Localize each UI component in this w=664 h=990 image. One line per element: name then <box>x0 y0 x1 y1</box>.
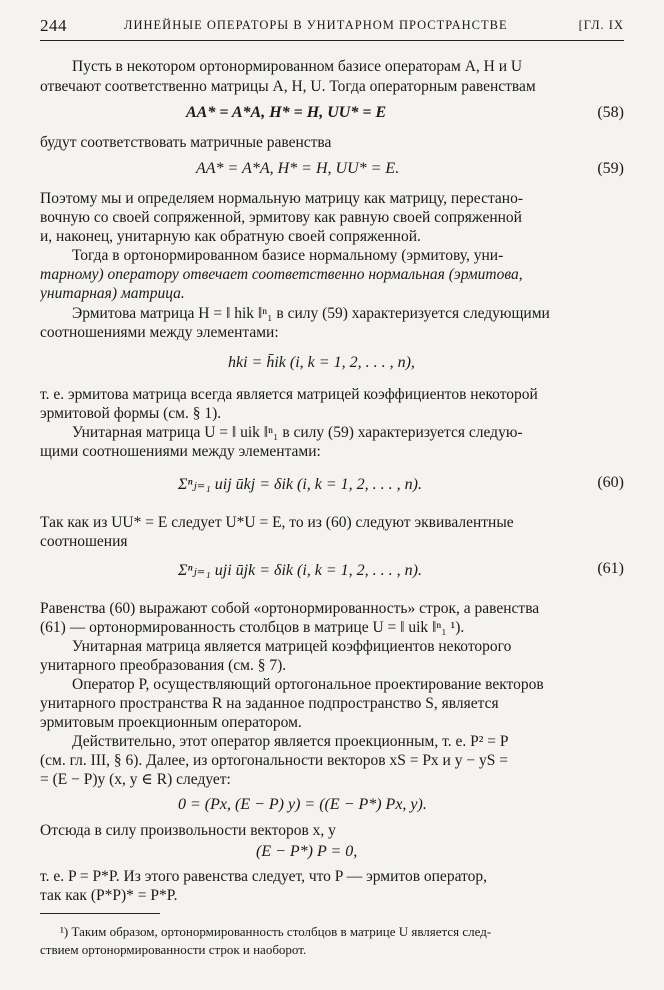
text-line: эрмитовым проекционным оператором. <box>40 714 302 731</box>
equation-number: (60) <box>597 474 624 491</box>
text-line: будут соответствовать матричные равенства <box>40 134 332 151</box>
equation-projection: (E − P*) P = 0, <box>256 843 358 860</box>
text-line: Поэтому мы и определяем нормальную матрицу как матрицу, перестано- <box>40 190 523 207</box>
text-line: (61) — ортонормированность столбцов в матрице U = ‖ uik ‖ⁿ₁ ¹). <box>40 619 465 636</box>
text-line: вочную со своей сопряженной, эрмитову как равную своей сопряженной <box>40 209 522 226</box>
text-line: унитарного преобразования (см. § 7). <box>40 657 287 674</box>
equation-number: (61) <box>597 560 624 577</box>
text-line: Так как из UU* = E следует U*U = E, то из (60) следуют эквивалентные <box>40 514 514 531</box>
equation-hermitian: hki = h̄ik (i, k = 1, 2, . . . , n), <box>228 354 415 371</box>
text-line: = (E − P)y (x, y ∈ R) следует: <box>40 771 231 788</box>
text-line: т. е. P = P*P. Из этого равенства следует, что P — эрмитов оператор, <box>40 868 487 885</box>
equation-number: (59) <box>597 160 624 177</box>
text-line: унитарного пространства R на заданное подпространство S, является <box>40 695 499 712</box>
text-line: соотношениями между элементами: <box>40 324 279 341</box>
text-line: и, наконец, унитарную как обратную своей сопряженной. <box>40 228 421 245</box>
text-line: (см. гл. III, § 6). Далее, из ортогональности векторов xS = Px и y − yS = <box>40 752 508 769</box>
equation-orthogonality: 0 = (Px, (E − P) y) = ((E − P*) Px, y). <box>178 796 427 813</box>
chapter-label: [ГЛ. IX <box>578 18 624 32</box>
text-line: соотношения <box>40 533 128 550</box>
text-line: Унитарная матрица U = ‖ uik ‖ⁿ₁ в силу (59) характеризуется следую- <box>72 424 523 441</box>
running-header <box>40 10 624 38</box>
text-line: Унитарная матрица является матрицей коэффициентов некоторого <box>72 638 512 655</box>
header-rule <box>40 40 624 41</box>
equation-60: Σⁿⱼ₌₁ uij ūkj = δik (i, k = 1, 2, . . . , n). <box>178 476 422 493</box>
text-line: Отсюда в силу произвольности векторов x, y <box>40 822 336 839</box>
equation-59: AA* = A*A, H* = H, UU* = E. <box>196 160 400 177</box>
text-line: щими соотношениями между элементами: <box>40 443 321 460</box>
footnote-line: ¹) Таким образом, ортонормированность столбцов в матрице U является след- <box>60 924 492 939</box>
equation-61: Σⁿⱼ₌₁ uji ūjk = δik (i, k = 1, 2, . . . , n). <box>178 562 422 579</box>
footnote-rule <box>40 913 160 914</box>
footnote-line: ствием ортонормированности строк и наоборот. <box>40 942 307 957</box>
equation-number: (58) <box>597 104 624 121</box>
text-line: Оператор P, осуществляющий ортогональное проектирование векторов <box>72 676 544 693</box>
text-line: Пусть в некотором ортонормированном базисе операторам A, H и U <box>72 58 523 75</box>
text-line: Действительно, этот оператор является проекционным, т. е. P² = P <box>72 733 509 750</box>
text-line: Эрмитова матрица H = ‖ hik ‖ⁿ₁ в силу (59) характеризуется следующими <box>72 305 550 322</box>
text-line: унитарная) матрица. <box>40 285 185 302</box>
text-line: Тогда в ортонормированном базисе нормальному (эрмитову, уни- <box>72 247 504 264</box>
running-title: ЛИНЕЙНЫЕ ОПЕРАТОРЫ В УНИТАРНОМ ПРОСТРАНСТВЕ <box>124 18 508 32</box>
text-line: т. е. эрмитова матрица всегда является матрицей коэффициентов некоторой <box>40 386 538 403</box>
text-line: эрмитовой формы (см. § 1). <box>40 405 222 422</box>
text-line: отвечают соответственно матрицы A, H, U. Тогда операторным равенствам <box>40 78 536 95</box>
page-number: 244 <box>40 16 67 35</box>
text-line: Равенства (60) выражают собой «ортонормированность» строк, а равенства <box>40 600 540 617</box>
equation-58: AA* = A*A, H* = H, UU* = E <box>186 104 387 121</box>
text-line: тарному) оператору отвечает соответственно нормальная (эрмитова, <box>40 266 523 283</box>
text-line: так как (P*P)* = P*P. <box>40 887 178 904</box>
